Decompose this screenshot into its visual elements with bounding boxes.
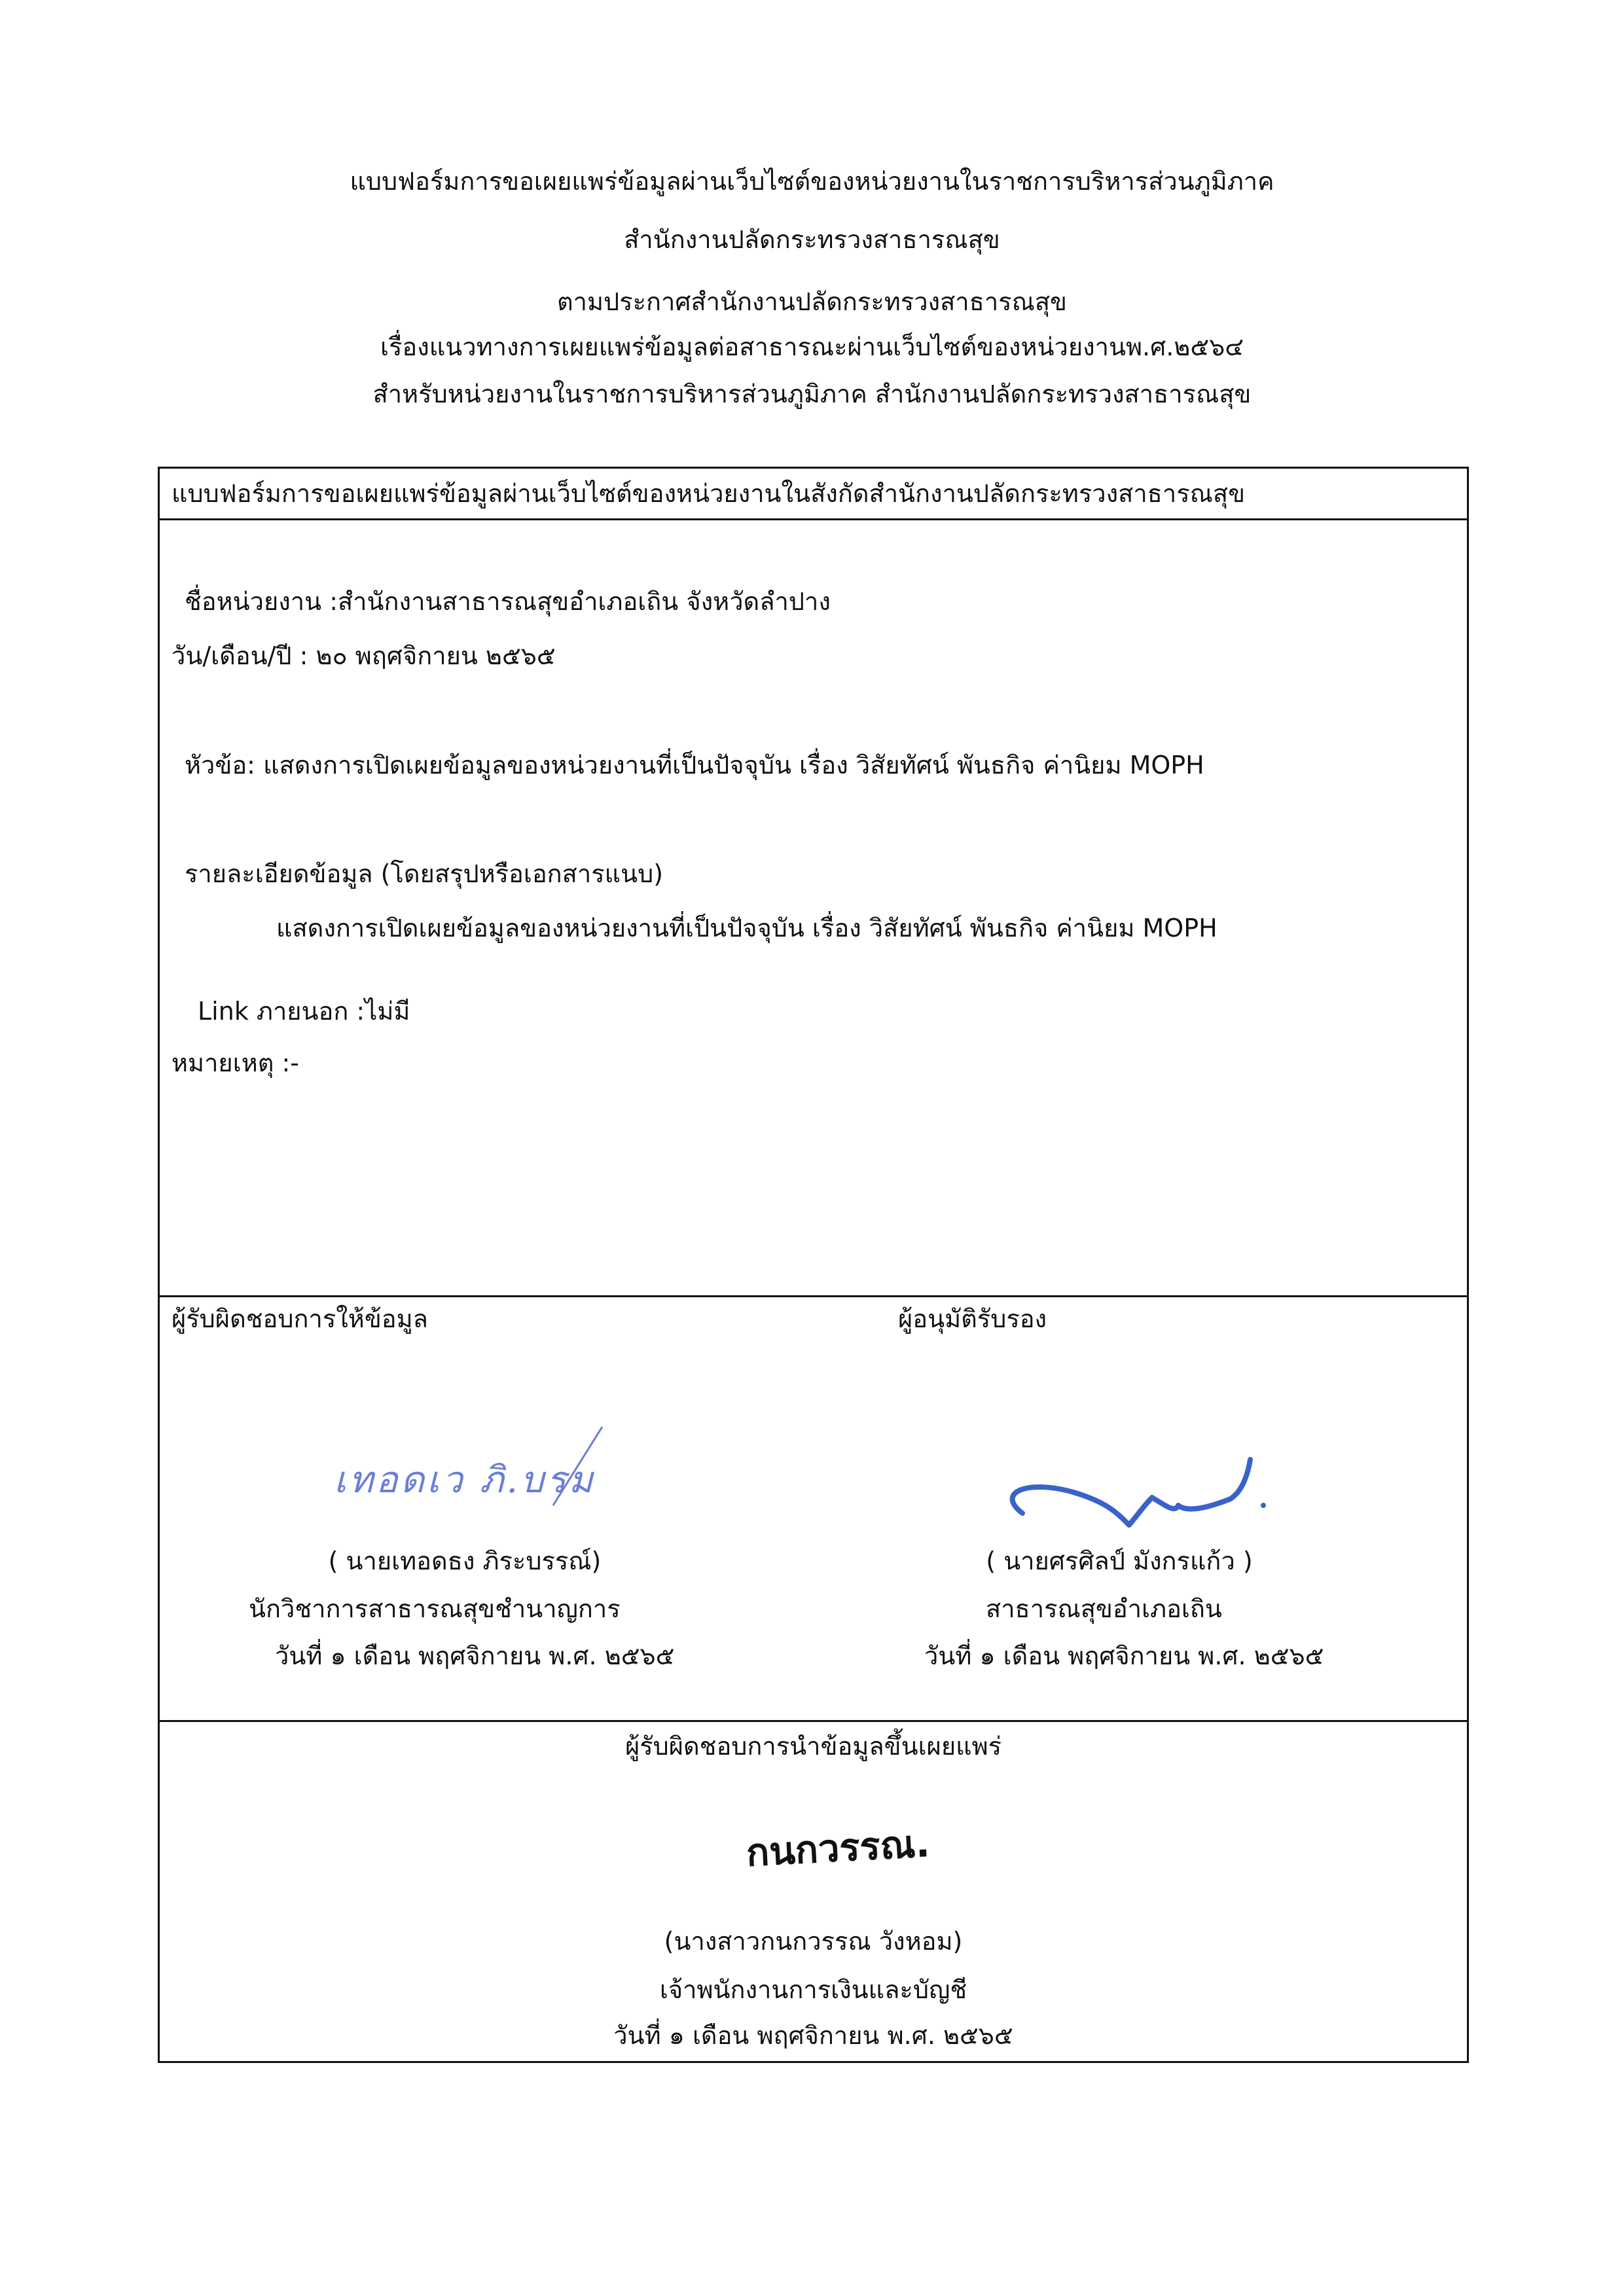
remark: หมายเหตุ :-	[171, 1049, 300, 1077]
header-line-2: สำนักงานปลัดกระทรวงสาธารณสุข	[624, 225, 1000, 254]
approver-position: สาธารณสุขอำเภอเถิน	[986, 1594, 1222, 1623]
header-line-3: ตามประกาศสำนักงานปลัดกระทรวงสาธารณสุข	[556, 287, 1068, 316]
responsible-date: วันที่ ๑ เดือน พฤศจิกายน พ.ศ. ๒๕๖๕	[275, 1641, 675, 1670]
unit-name: ชื่อหน่วยงาน :สำนักงานสาธารณสุขอำเภอเถิน จังหวัดลำปาง	[185, 587, 831, 616]
publisher-label: ผู้รับผิดชอบการนำข้อมูลขึ้นเผยแพร่	[624, 1732, 1002, 1761]
approver-signature	[982, 1440, 1283, 1551]
approver-name: ( นายศรศิลป์ มังกรแก้ว )	[986, 1547, 1253, 1575]
header-line-4: เรื่องแนวทางการเผยแพร่ข้อมูลต่อสาธารณะผ่านเว็บไซต์ของหน่วยงานพ.ศ.๒๕๖๔	[380, 332, 1244, 361]
divider-publisher	[160, 1720, 1467, 1722]
responsible-name: ( นายเทอดธง ภิระบรรณ์)	[328, 1547, 602, 1575]
divider-title	[160, 518, 1467, 520]
form-date: วัน/เดือน/ปี : ๒๐ พฤศจิกายน ๒๕๖๕	[171, 641, 556, 670]
external-link: Link ภายนอก :ไม่มี	[198, 997, 410, 1026]
publisher-signature-text: กนกวรรณ.	[745, 1821, 931, 1875]
approver-date: วันที่ ๑ เดือน พฤศจิกายน พ.ศ. ๒๕๖๕	[924, 1641, 1324, 1670]
responsible-signature	[327, 1414, 628, 1525]
publisher-position: เจ้าพนักงานการเงินและบัญชี	[659, 1975, 967, 2004]
publisher-date: วันที่ ๑ เดือน พฤศจิกายน พ.ศ. ๒๕๖๕	[613, 2021, 1013, 2050]
header-line-1: แบบฟอร์มการขอเผยแพร่ข้อมูลผ่านเว็บไซต์ของหน่วยงานในราชการบริหารส่วนภูมิภาค	[350, 167, 1274, 196]
topic: หัวข้อ: แสดงการเปิดเผยข้อมูลของหน่วยงานที่เป็นปัจจุบัน เรื่อง วิสัยทัศน์ พันธกิจ ค่านิยม MOPH	[185, 751, 1204, 780]
publisher-name: (นางสาวกนกวรรณ วังหอม)	[664, 1927, 963, 1956]
details-label: รายละเอียดข้อมูล (โดยสรุปหรือเอกสารแนบ)	[185, 859, 664, 888]
header-line-5: สำหรับหน่วยงานในราชการบริหารส่วนภูมิภาค สำนักงานปลัดกระทรวงสาธารณสุข	[372, 380, 1252, 408]
divider-signatures	[160, 1295, 1467, 1297]
form-title: แบบฟอร์มการขอเผยแพร่ข้อมูลผ่านเว็บไซต์ของหน่วยงานในสังกัดสำนักงานปลัดกระทรวงสาธารณสุข	[171, 479, 1246, 508]
publisher-signature	[740, 1810, 949, 1882]
approver-label: ผู้อนุมัติรับรอง	[898, 1304, 1047, 1333]
responsible-signature-text: เทอดเว ภิ.บรม	[334, 1459, 596, 1501]
details-text: แสดงการเปิดเผยข้อมูลของหน่วยงานที่เป็นปัจจุบัน เรื่อง วิสัยทัศน์ พันธกิจ ค่านิยม MOPH	[276, 914, 1218, 942]
responsible-position: นักวิชาการสาธารณสุขชำนาญการ	[249, 1594, 621, 1623]
responsible-label: ผู้รับผิดชอบการให้ข้อมูล	[171, 1304, 428, 1333]
